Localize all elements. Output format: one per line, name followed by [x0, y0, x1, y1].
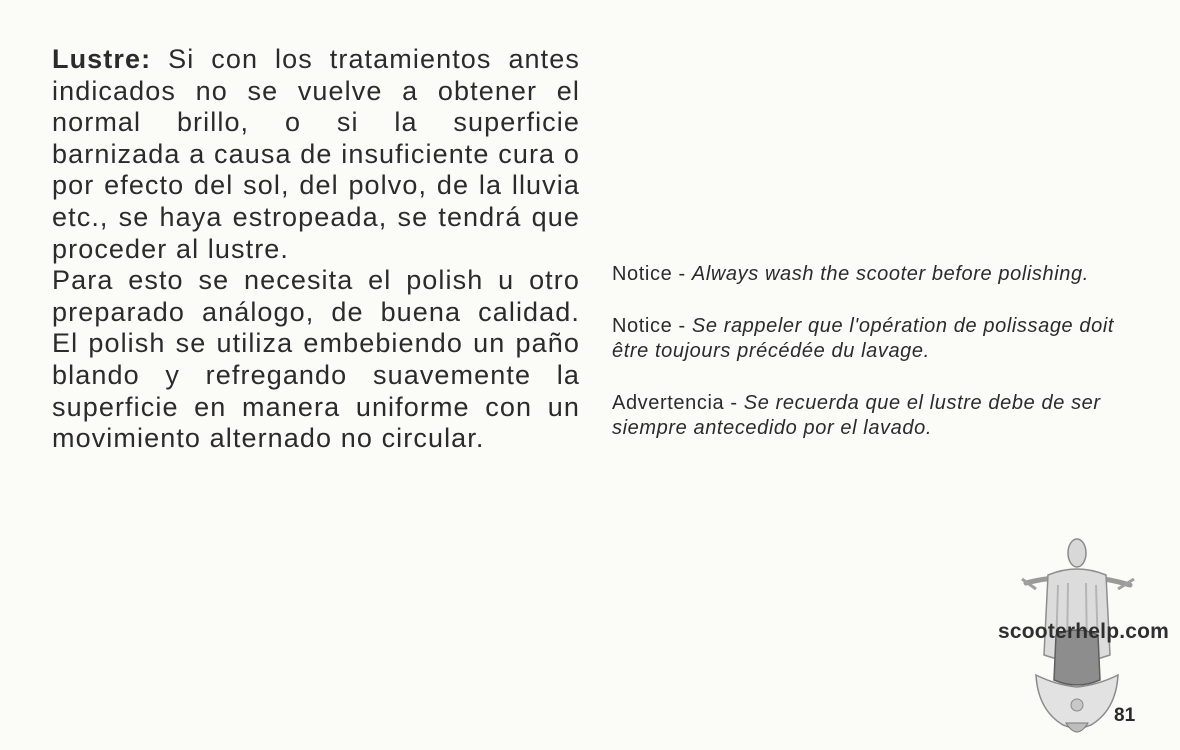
- notice-label: Notice -: [612, 263, 692, 285]
- notice-label: Notice -: [612, 315, 692, 337]
- notice-text: Se rappeler que l'opération de polissage doit être toujours précédée du lavage.: [612, 315, 1115, 362]
- notice-english: [612, 262, 1140, 287]
- notice-text: Always wash the scooter before polishing.: [691, 263, 1089, 285]
- page-number: 81: [1114, 705, 1136, 726]
- lustre-body: Si con los tratamientos antes indicados no se vuelve a obtener el normal brillo, o si la superficie barnizada a causa de insuficiente cura o por efecto del sol, del polvo, de la lluvia etc., se haya estropeada, se tendrá que proceder al lustre.: [52, 44, 580, 264]
- lustre-paragraph: [52, 44, 580, 265]
- lustre-heading: Lustre:: [52, 44, 152, 74]
- polish-paragraph: Para esto se necesita el polish u otro preparado análogo, de buena calidad. El polish se utiliza embebiendo un paño blando y refregando suavemente la superficie en manera uniforme con un movimiento alternado no circular.: [52, 265, 580, 454]
- notice-french: [612, 314, 1140, 364]
- notice-text: Se recuerda que el lustre debe de ser siempre antecedido por el lavado.: [612, 392, 1101, 439]
- notice-spanish: [612, 391, 1140, 441]
- watermark: scooterhelp.com: [998, 620, 1170, 643]
- notice-label: Advertencia -: [612, 392, 744, 414]
- spanish-text-column: [52, 44, 580, 455]
- notices-column: [612, 262, 1140, 468]
